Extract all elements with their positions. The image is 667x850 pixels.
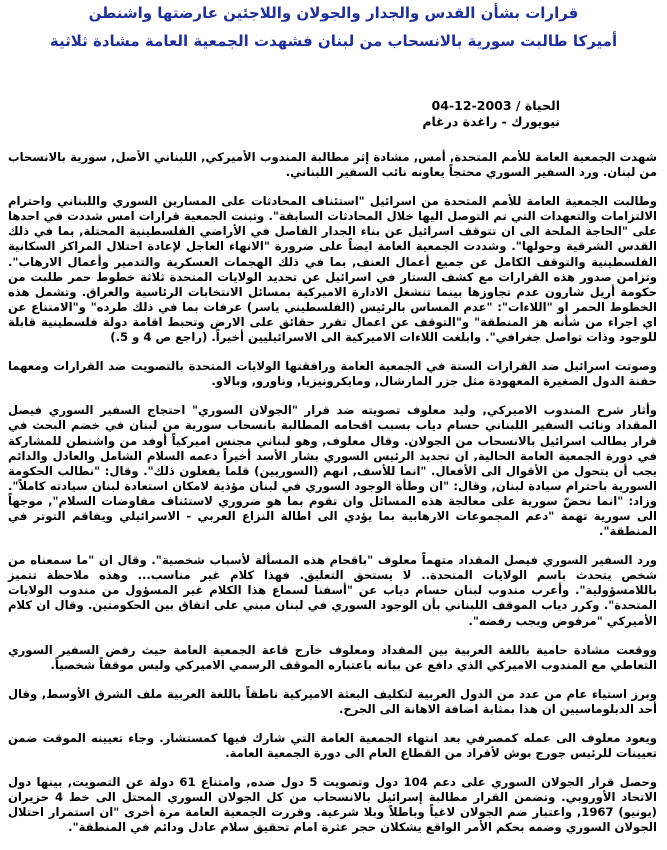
article-dateline: الحياة / 2003-12-04: [431, 98, 560, 113]
article-paragraph: وبرز استياء عام من عدد من الدول العربية لتكليف البعثة الاميركية ناطقاً باللغة العربية ملف الشرق الأوسط, وقال أحد الدبلوماسيين ان هذا بمثابة اضافة الاهانة الى الجرح.: [8, 686, 657, 716]
article-paragraph: وحصل قرار الجولان السوري على دعم 104 دول وتصويت 5 دول ضده, وامتناع 61 دولة عن التصويت, بينها دول الاتحاد الأوروبي. وتضمن القرار مطالبة إسرائيل بالانسحاب من كل الجولان السوري المحتل الى خط 4 حزيران (يونيو) 1967, واعتبار ضم الجولان لاغياً وباطلاً وبلا شرعية. وقررت الجمعية العامة مرة أخرى "ان استمرار احتلال الجولان السوري وضمه بحكم الأمر الواقع يشكلان حجر عثرة امام تحقيق سلام عادل ودائم في المنطقة".: [8, 775, 657, 835]
article-paragraph: وصوتت اسرائيل ضد القرارات الستة في الجمعية العامة ورافقتها الولايات المتحدة بالتصويت ضد القرارات ومعهما حفنة الدول الصغيرة المعهودة مثل جزر المارشال, ومايكرونيزيا, وناورو, وبالاو.: [8, 359, 657, 389]
article-title: قرارات بشأن القدس والجدار والجولان واللاجئين عارضتها واشنطن: [88, 4, 579, 22]
article-subtitle: أميركا طالبت سورية بالانسحاب من لبنان فشهدت الجمعية العامة مشادة ثلاثية: [49, 32, 618, 50]
article-paragraph: وطالبت الجمعية العامة للأمم المتحدة من اسرائيل "استئناف المحادثات على المسارين السوري واللبناني واحترام الالتزامات والتعهدات التي تم التوصل اليها خلال المحادثات السابقة". وتبنت الجمعية قرارات امس شددت في احدها على "الحاجة الملحة الى ان تتوقف اسرائيل عن بناء الجدار الفاصل في الأراضي الفلسطينية المحتلة, بما في ذلك القدس الشرقية وحولها". وشددت الجمعية العامة ايضاً على ضرورة "الانهاء العاجل لإعادة احتلال المراكز السكانية الفلسطينية والتوقف الكامل عن جميع أعمال العنف, بما في ذلك الهجمات العسكرية والتدمير وأعمال الارهاب". وتزامن صدور هذه القرارات مع كشف الستار في اسرائيل عن تحديد الولايات المتحدة ثلاثة خطوط حمر طلبت من حكومة أريل شارون عدم تجاوزها بينما تنشغل الادارة الاميركية بمسائل الانتخابات الرئاسية والعراق. وتشمل هذه الخطوط الحمر او "اللاءات": "عدم المساس بالرئيس (الفلسطيني ياسر) عرفات بما في ذلك طرده" و"الامتناع عن اي اجراء من شأنه هز المنطقة" و"التوقف عن اعمال تقرر حقائق على الارض وتحبط اقامة دولة فلسطينية قابلة للوجود وذات تواصل جغرافي". وابلغت اللاءات الاميركية الى الاسرائيليين أخيراً. (راجع ص 4 و 5.): [8, 194, 657, 345]
article-paragraph: شهدت الجمعية العامة للأمم المتحدة, أمس, مشادة إثر مطالبة المندوب الأميركي, اللبناني الأصل, سورية بالانسحاب من لبنان. ورد السفير السوري محتجاً يعاونه نائب السفير اللبناني.: [8, 150, 657, 180]
article-paragraph: ورد السفير السوري فيصل المقداد متهماً معلوف "باقحام هذه المسألة لأسباب شخصية". وقال ان "ما سمعناه من شخص يتحدث باسم الولايات المتحدة.. لا يستحق التعليق. فهذا كلام غير مناسب... وهذه ملاحظة تتميز باللامسؤولية". وأعرب مندوب لبنان حسام دياب عن "أسفنا لسماع هذا الكلام غير المسؤول من مندوب الولايات المتحدة". وكرر دياب الموقف اللبناني بأن الوجود السوري في لبنان مبني على اتفاق بين الحكومتين. وقال ان كلام الأميركي "مرفوض ويجب رفضه".: [8, 553, 657, 628]
article-byline: نيويورك - راغدة درغام: [422, 114, 560, 129]
article-paragraph: ووقعت مشادة حامية باللغة العربية بين المقداد ومعلوف خارج قاعة الجمعية العامة حيث رفض السفير السوري التعاطي مع المندوب الاميركي الذي دافع عن بيانه باعتباره الموقف الرسمي الاميركي وليس موقفاً شخصياً.: [8, 642, 657, 672]
article-paragraph: ويعود معلوف الى عمله كمصرفي بعد انتهاء الجمعية العامة التي شارك فيها كمستشار. وجاء تعيينه الموقت ضمن تعيينات للرئيس جورج بوش لأفراد من القطاع العام الى دورة الجمعية العامة.: [8, 731, 657, 761]
article-paragraph: وأثار شرح المندوب الاميركي, وليد معلوف تصويته ضد قرار "الجولان السوري" احتجاج السفير السوري فيصل المقداد ونائب السفير اللبناني حسام دياب بسبب اقحامه المطالبة بانسحاب سورية من لبنان في خضم البحث في قرار يطالب اسرائيل بالانسحاب من الجولان. وقال معلوف, وهو لبناني مجنس اميركياً أوفد من واشنطن للمشاركة في دورة الجمعية العامة الحالية, ان تجديد الرئيس السوري بشار الأسد أخيراً دعمه السلام الشامل والعادل والدائم يجب أن يتحول من الأقوال الى الأفعال. "انما للأسف, انهم (السوريين) قلما يفعلون ذلك". وقال: "نطالب الحكومة السورية باحترام سيادة لبنان, وقال: "ان وطأة الوجود السوري في لبنان مؤذية لامكان استعادة لبنان سيادته كاملاً". وزاد: "انما نحضّ سورية على معالجة هذه المسائل وان تقوم بما هو ضروري لاستئناف مفاوضات السلام", موجهاً الى سورية تهمة "دعم المجموعات الارهابية بما يؤدي الى اطالة النزاع العربي - الاسرائيلي ويفاقم التوتر في المنطقة".: [8, 403, 657, 539]
article-body: [8, 150, 657, 850]
